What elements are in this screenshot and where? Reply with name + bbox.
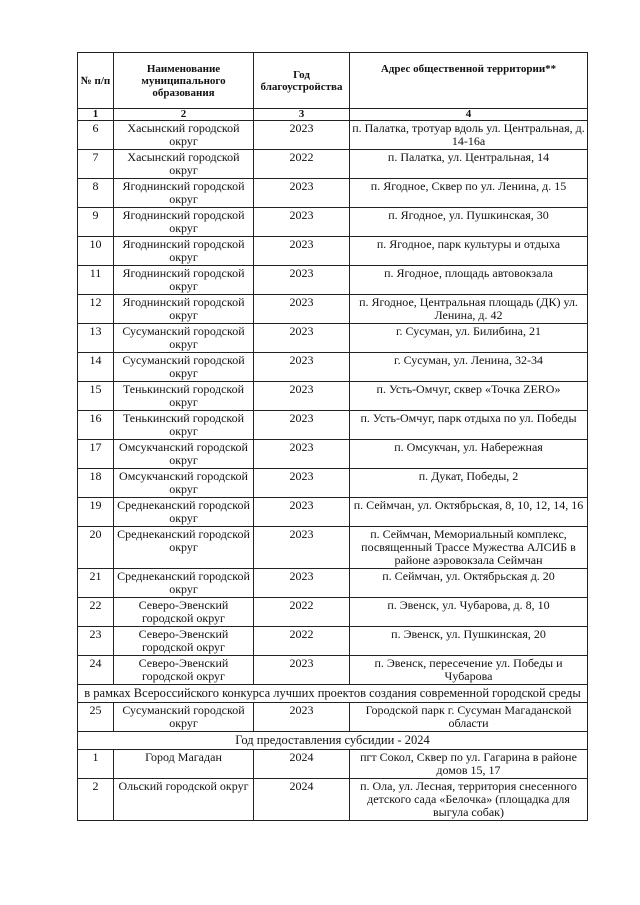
row-number: 18 [78,469,114,498]
row-year: 2024 [254,750,350,779]
table-row [78,779,588,821]
row-number: 9 [78,208,114,237]
row-year: 2023 [254,208,350,237]
row-address: п. Дукат, Победы, 2 [350,469,588,498]
row-address: п. Эвенск, ул. Пушкинская, 20 [350,627,588,656]
row-address: п. Сеймчан, ул. Октябрьская, 8, 10, 12, 14, 16 [350,498,588,527]
section-2024-title: Год предоставления субсидии - 2024 [78,732,588,750]
row-address: п. Ягодное, площадь автовокзала [350,266,588,295]
row-address: п. Ягодное, парк культуры и отдыха [350,237,588,266]
row-number: 19 [78,498,114,527]
table-row [78,656,588,685]
row-number: 12 [78,295,114,324]
row-number: 14 [78,353,114,382]
table-row [78,208,588,237]
table-header-row [78,53,588,109]
row-year: 2022 [254,627,350,656]
table-row [78,469,588,498]
row-address: п. Палатка, ул. Центральная, 14 [350,150,588,179]
column-number: 1 [78,109,114,121]
row-number: 10 [78,237,114,266]
row-number: 8 [78,179,114,208]
table-row [78,703,588,732]
row-address: п. Сеймчан, Мемориальный комплекс, посвященный Трассе Мужества АЛСИБ в районе аэровокзала Сеймчан [350,527,588,569]
row-year: 2023 [254,703,350,732]
row-year: 2023 [254,295,350,324]
row-address: п. Ягодное, ул. Пушкинская, 30 [350,208,588,237]
row-year: 2023 [254,469,350,498]
row-municipality: Северо-Эвенский городской округ [114,598,254,627]
table-row [78,750,588,779]
row-address: п. Омсукчан, ул. Набережная [350,440,588,469]
column-number: 2 [114,109,254,121]
header-year: Год благоустройства [254,53,350,109]
table-row [78,527,588,569]
row-address: п. Ола, ул. Лесная, территория снесенного детского сада «Белочка» (площадка для выгула собак) [350,779,588,821]
row-municipality: Ягоднинский городской округ [114,208,254,237]
row-year: 2023 [254,237,350,266]
row-number: 11 [78,266,114,295]
row-year: 2023 [254,656,350,685]
row-year: 2023 [254,382,350,411]
row-number: 1 [78,750,114,779]
section-contest-title: в рамках Всероссийского конкурса лучших проектов создания современной городской среды [78,685,588,703]
column-number: 4 [350,109,588,121]
column-number: 3 [254,109,350,121]
row-municipality: Хасынский городской округ [114,121,254,150]
row-municipality: Северо-Эвенский городской округ [114,627,254,656]
row-municipality: Сусуманский городской округ [114,353,254,382]
row-number: 21 [78,569,114,598]
table-row [78,295,588,324]
section-contest [78,685,588,703]
table-row [78,324,588,353]
row-address: п. Усть-Омчуг, сквер «Точка ZERO» [350,382,588,411]
row-year: 2023 [254,411,350,440]
table-row [78,179,588,208]
row-address: Городской парк г. Сусуман Магаданской области [350,703,588,732]
row-municipality: Ягоднинский городской округ [114,295,254,324]
row-number: 17 [78,440,114,469]
row-number: 6 [78,121,114,150]
row-municipality: Омсукчанский городской округ [114,440,254,469]
row-municipality: Среднеканский городской округ [114,569,254,598]
row-municipality: Город Магадан [114,750,254,779]
row-address: г. Сусуман, ул. Ленина, 32-34 [350,353,588,382]
section-row [78,685,588,703]
row-number: 2 [78,779,114,821]
row-municipality: Тенькинский городской округ [114,411,254,440]
row-address: п. Эвенск, ул. Чубарова, д. 8, 10 [350,598,588,627]
document-page [77,52,587,821]
row-year: 2024 [254,779,350,821]
row-year: 2023 [254,121,350,150]
row-address: п. Усть-Омчуг, парк отдыха по ул. Победы [350,411,588,440]
row-number: 16 [78,411,114,440]
row-address: пгт Сокол, Сквер по ул. Гагарина в районе домов 15, 17 [350,750,588,779]
table-row [78,382,588,411]
row-number: 13 [78,324,114,353]
table-row [78,411,588,440]
row-year: 2022 [254,598,350,627]
row-number: 24 [78,656,114,685]
row-municipality: Среднеканский городской округ [114,527,254,569]
table-row [78,569,588,598]
row-municipality: Омсукчанский городской округ [114,469,254,498]
table-row [78,598,588,627]
header-num: № п/п [78,53,114,109]
section-row [78,732,588,750]
row-year: 2022 [254,150,350,179]
table-row [78,237,588,266]
table-row [78,498,588,527]
table-row [78,121,588,150]
row-number: 15 [78,382,114,411]
table-row [78,353,588,382]
table-row [78,150,588,179]
header-address: Адрес общественной территории** [350,53,588,109]
row-municipality: Сусуманский городской округ [114,324,254,353]
row-number: 25 [78,703,114,732]
row-number: 20 [78,527,114,569]
table-row [78,440,588,469]
row-address: п. Ягодное, Сквер по ул. Ленина, д. 15 [350,179,588,208]
row-year: 2023 [254,440,350,469]
row-address: п. Эвенск, пересечение ул. Победы и Чубарова [350,656,588,685]
row-year: 2023 [254,324,350,353]
row-year: 2023 [254,527,350,569]
rows-group-2024 [78,750,588,821]
row-municipality: Среднеканский городской округ [114,498,254,527]
row-address: п. Палатка, тротуар вдоль ул. Центральная, д. 14-16а [350,121,588,150]
row-address: п. Ягодное, Центральная площадь (ДК) ул. Ленина, д. 42 [350,295,588,324]
row-year: 2023 [254,498,350,527]
column-numbers-row [78,109,588,121]
row-number: 22 [78,598,114,627]
table-row [78,266,588,295]
row-number: 23 [78,627,114,656]
row-municipality: Ягоднинский городской округ [114,266,254,295]
row-number: 7 [78,150,114,179]
row-municipality: Ольский городской округ [114,779,254,821]
row-address: г. Сусуман, ул. Билибина, 21 [350,324,588,353]
row-municipality: Ягоднинский городской округ [114,237,254,266]
row-year: 2023 [254,179,350,208]
rows-group-contest [78,703,588,732]
table-row [78,627,588,656]
row-address: п. Сеймчан, ул. Октябрьская д. 20 [350,569,588,598]
row-municipality: Ягоднинский городской округ [114,179,254,208]
row-municipality: Сусуманский городской округ [114,703,254,732]
section-2024 [78,732,588,750]
row-municipality: Хасынский городской округ [114,150,254,179]
header-municipality: Наименование муниципального образования [114,53,254,109]
row-year: 2023 [254,353,350,382]
row-municipality: Тенькинский городской округ [114,382,254,411]
rows-group-main [78,121,588,685]
public-territories-table [77,52,588,821]
row-municipality: Северо-Эвенский городской округ [114,656,254,685]
row-year: 2023 [254,569,350,598]
row-year: 2023 [254,266,350,295]
